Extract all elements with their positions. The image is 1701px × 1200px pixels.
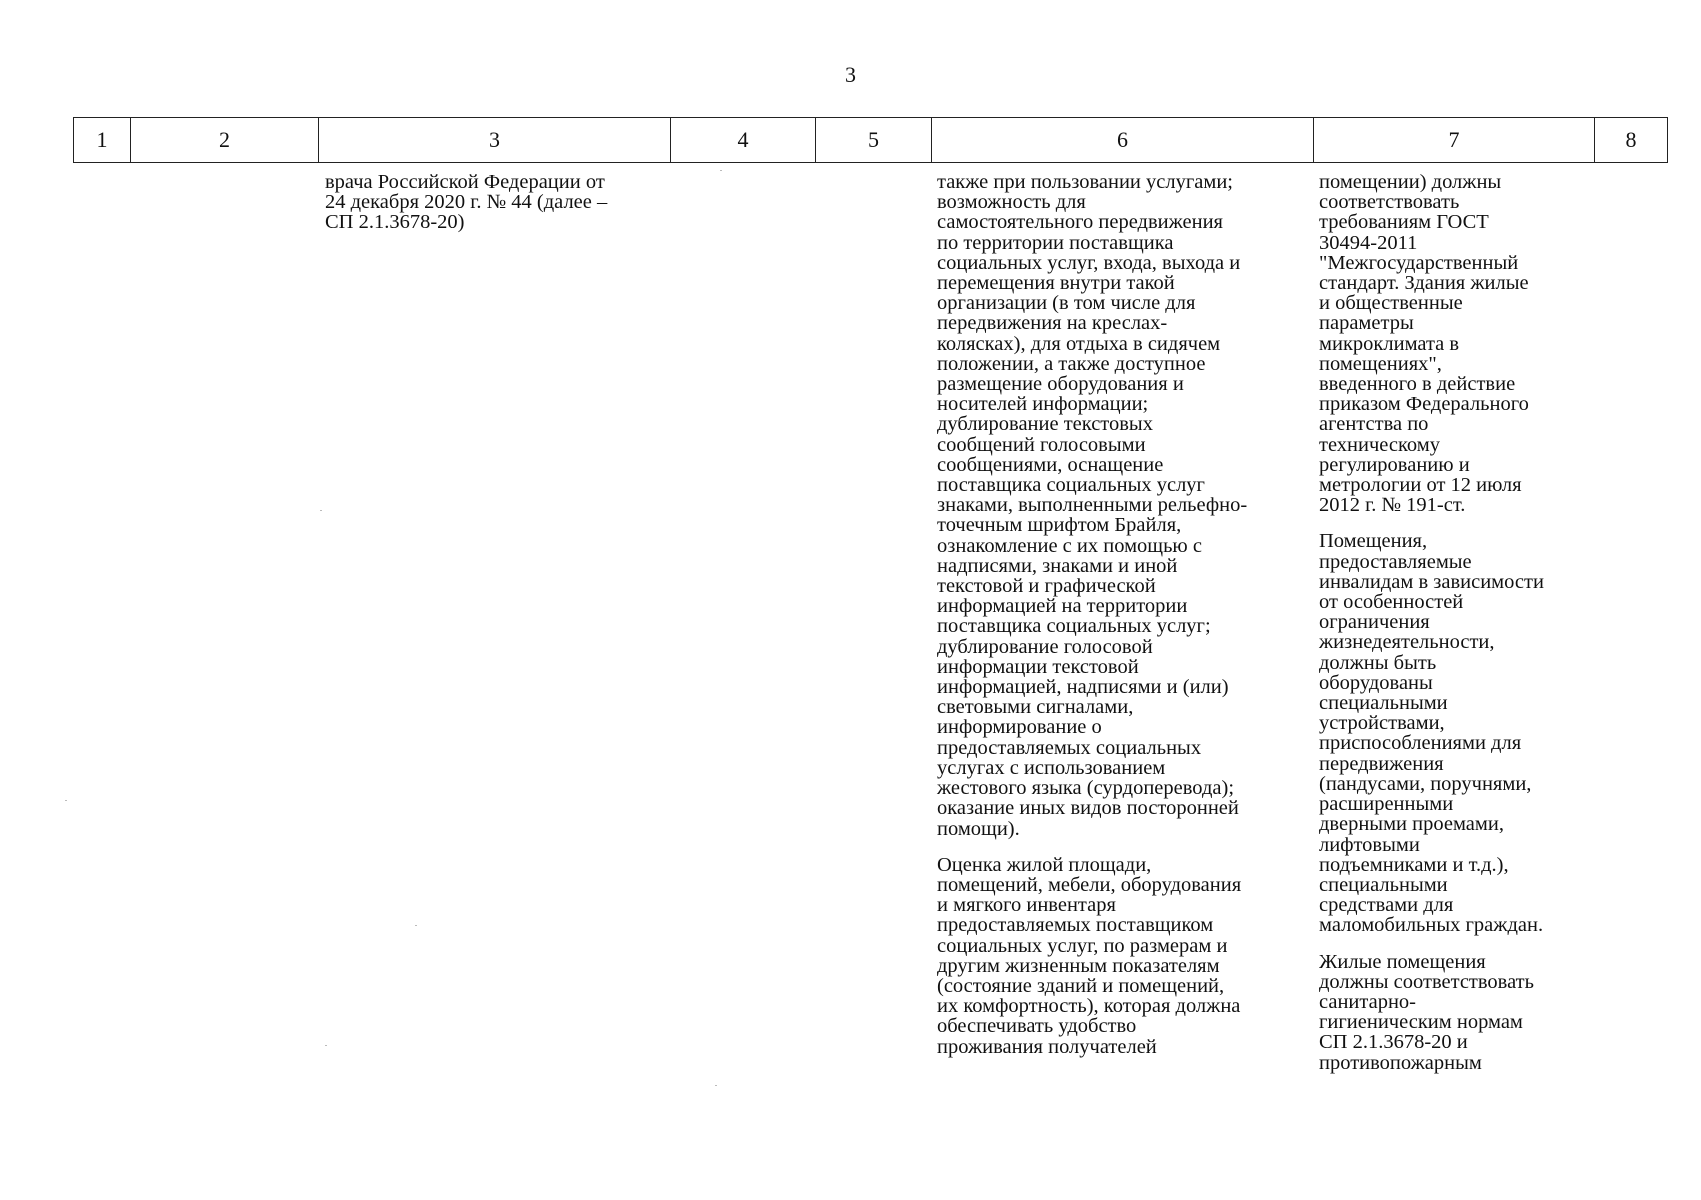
scan-speck bbox=[325, 1045, 327, 1046]
scan-speck bbox=[65, 800, 67, 801]
scan-speck bbox=[715, 1085, 717, 1086]
column-7-paragraph-disabled-premises: Помещения, предоставляемые инвалидам в зависимости от особенностей ограничения жизнедеятельности, должны быть оборудованы специальными устройствами, приспособлениями для передвижения (пандусами, поручнями, расширенными дверными проемами, лифтовыми подъемниками и т.д.), специальными средствами для маломобильных граждан. bbox=[1319, 530, 1544, 937]
column-3-paragraph: врача Российской Федерации от 24 декабря 2020 г. № 44 (далее – СП 2.1.3678-20) bbox=[325, 171, 608, 234]
header-col-2: 2 bbox=[131, 118, 319, 163]
header-col-3: 3 bbox=[319, 118, 671, 163]
header-col-7: 7 bbox=[1314, 118, 1595, 163]
scan-speck bbox=[415, 925, 417, 926]
column-3-text bbox=[325, 172, 685, 233]
header-col-1: 1 bbox=[74, 118, 131, 163]
header-col-5: 5 bbox=[816, 118, 932, 163]
header-col-8: 8 bbox=[1595, 118, 1668, 163]
header-col-4: 4 bbox=[671, 118, 816, 163]
column-7-paragraph-gost: помещении) должны соответствовать требованиям ГОСТ 30494-2011 "Межгосударственный стандарт. Здания жилые и общественные параметры микроклимата в помещениях", введенного в действие приказом Федерального агентства по техническому регулированию и метрологии от 12 июля 2012 г. № 191-ст. bbox=[1319, 171, 1529, 517]
column-number-header bbox=[73, 117, 1668, 163]
header-col-6: 6 bbox=[932, 118, 1314, 163]
column-7-paragraph-residential: Жилые помещения должны соответствовать санитарно- гигиеническим нормам СП 2.1.3678-20 и противопожарным bbox=[1319, 950, 1534, 1074]
column-6-paragraph-living-space: Оценка жилой площади, помещений, мебели, оборудования и мягкого инвентаря предоставляемых поставщиком социальных услуг, по размерам и другим жизненным показателям (состояние зданий и помещений, их комфортность), которая должна обеспечивать удобство проживания получателей bbox=[937, 853, 1242, 1058]
column-6-paragraph-accessibility: также при пользовании услугами; возможность для самостоятельного передвижения по территории поставщика социальных услуг, входа, выхода и перемещения внутри такой организации (в том числе для передвижения на креслах- колясках), для отдыха в сидячем положении, а также доступное размещение оборудования и носителей информации; дублирование текстовых сообщений голосовыми сообщениями, оснащение поставщика социальных услуг знаками, выполненными рельефно- точечным шрифтом Брайля, ознакомление с их помощью с надписями, знаками и иной текстовой и графической информацией на территории поставщика социальных услуг; дублирование голосовой информации текстовой информацией, надписями и (или) световыми сигналами, информирование о предоставляемых социальных услугах с использованием жестового языка (сурдоперевода); оказание иных видов посторонней помощи). bbox=[937, 171, 1248, 840]
scan-speck bbox=[720, 170, 722, 171]
page-number: 3 bbox=[845, 62, 856, 87]
column-7-text bbox=[1319, 172, 1609, 1073]
scan-speck bbox=[320, 510, 322, 511]
column-6-text bbox=[937, 172, 1317, 1057]
